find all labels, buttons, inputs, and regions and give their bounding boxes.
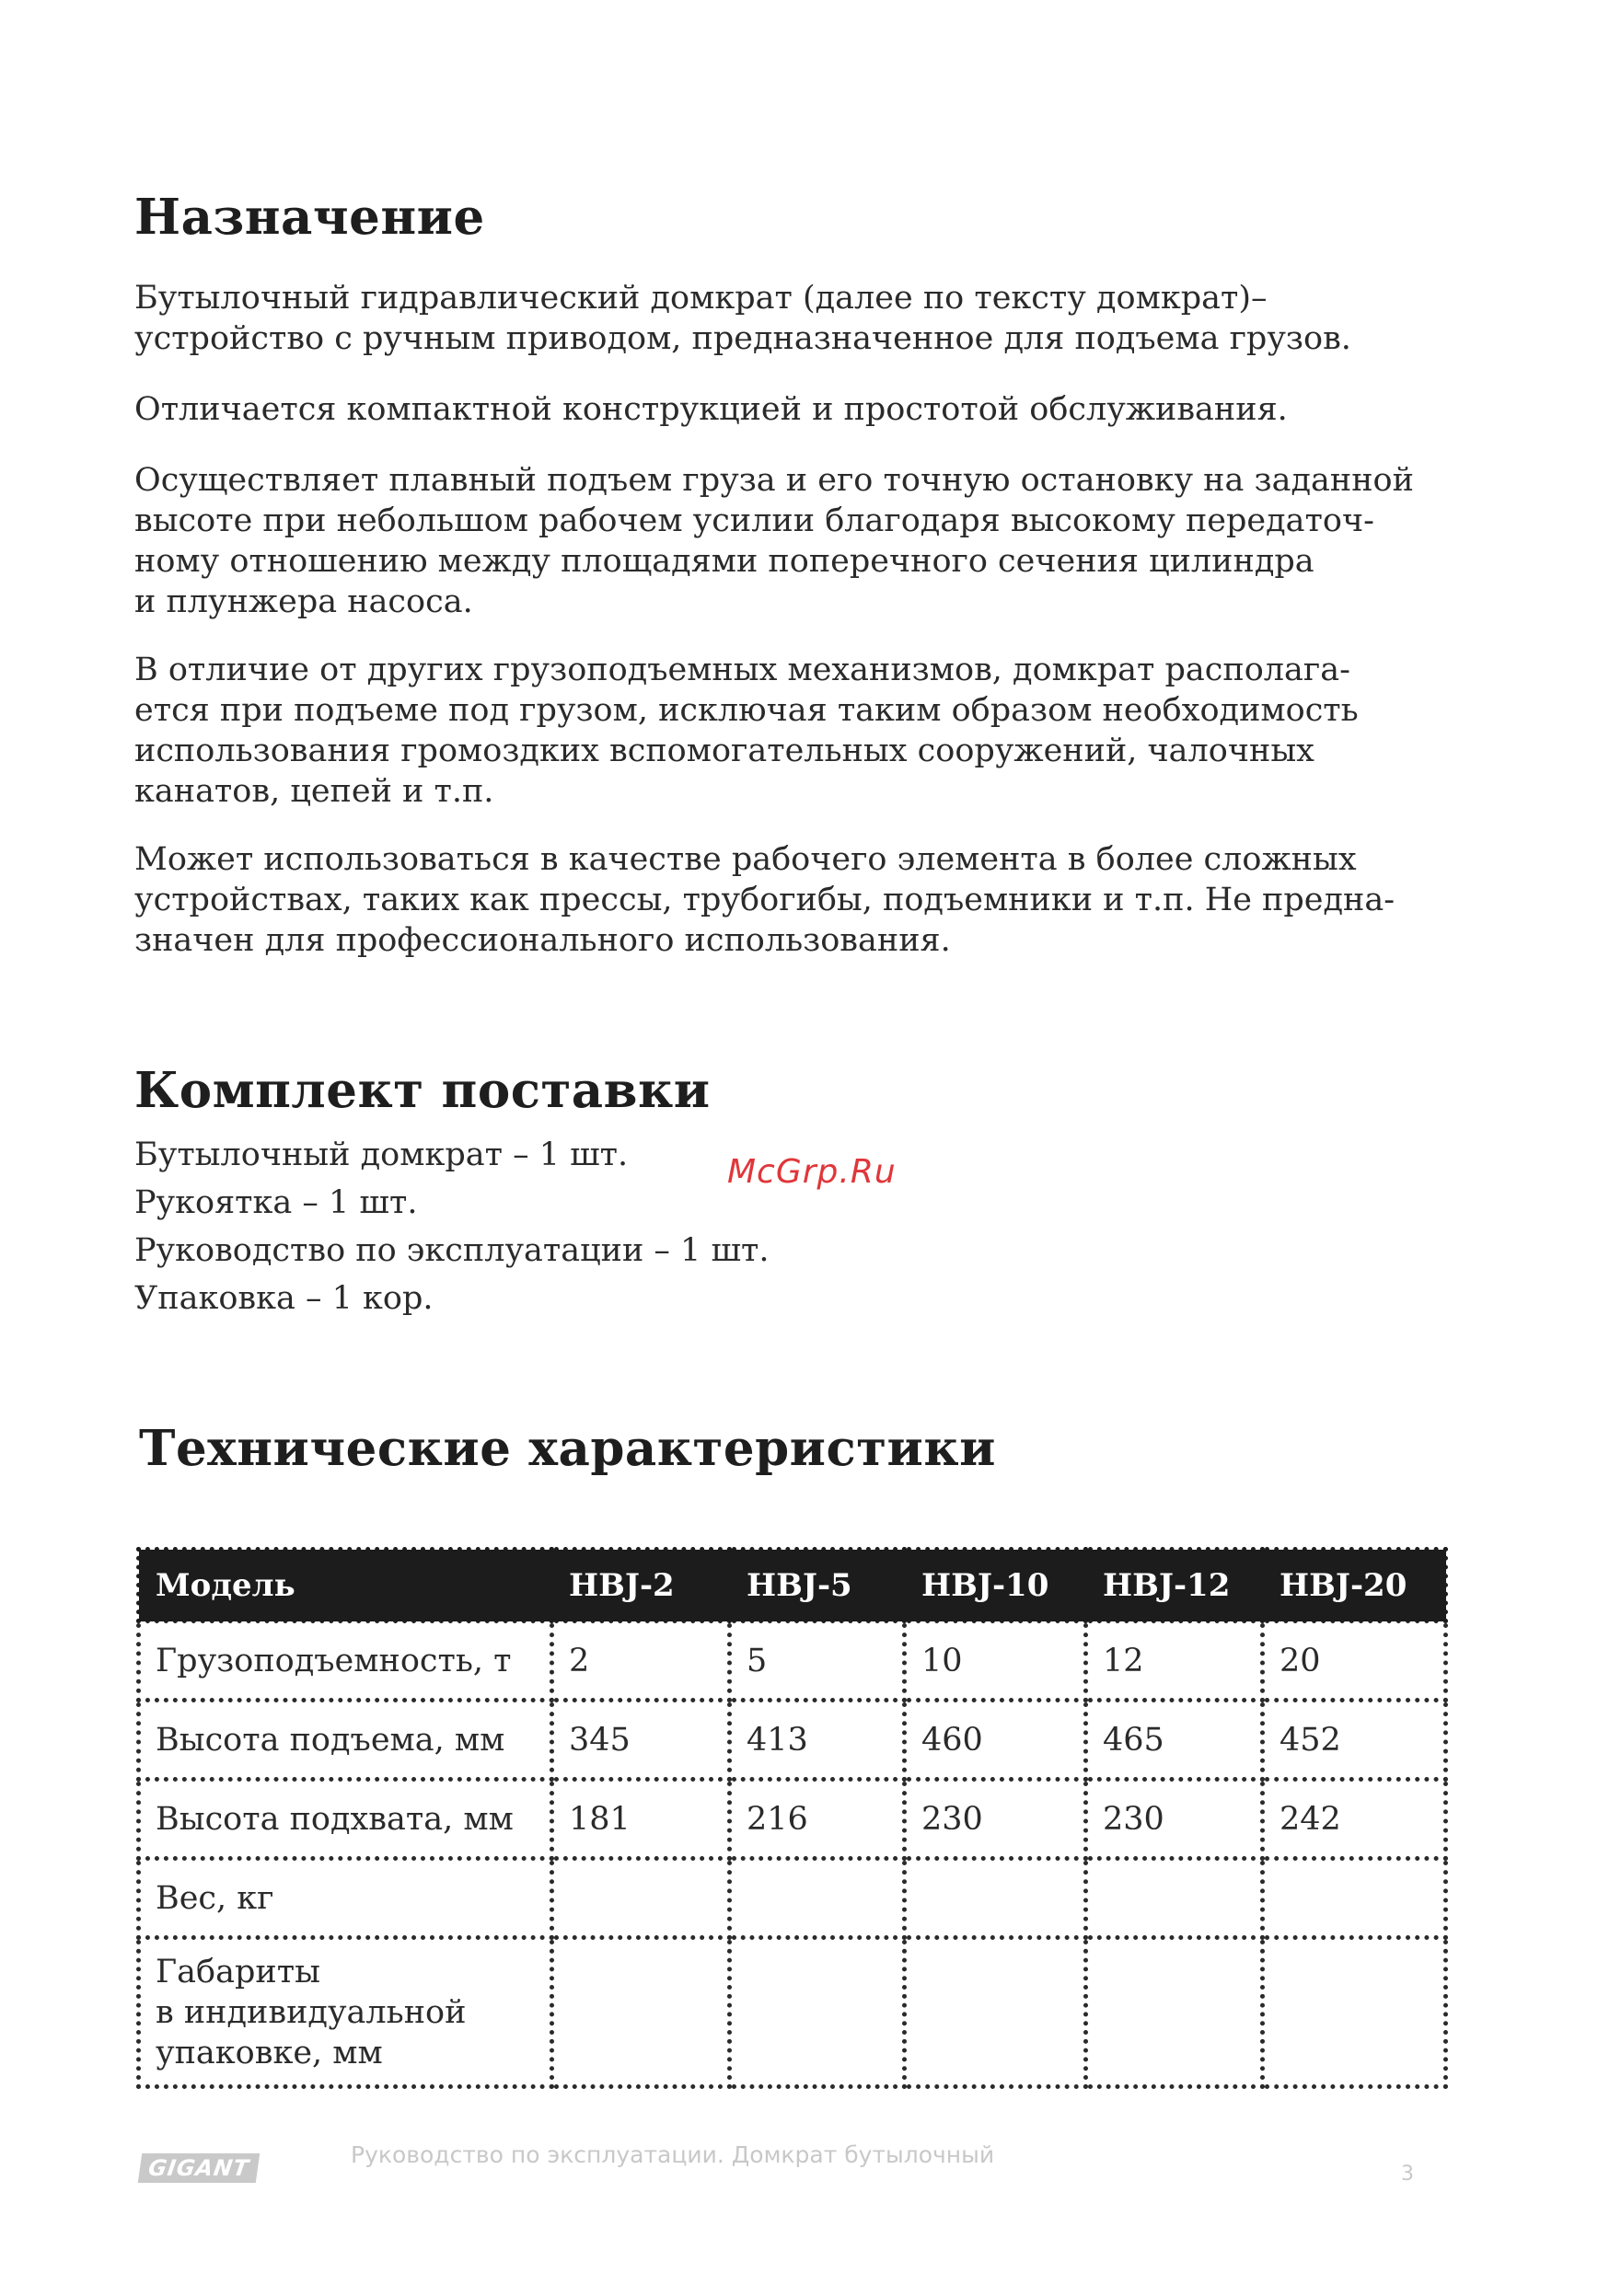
table-cell: 5 [730, 1621, 905, 1701]
table-header-row [139, 1550, 1446, 1621]
kit-item: Руководство по эксплуатации – 1 шт. [134, 1232, 770, 1269]
row-label: Высота подхвата, мм [139, 1780, 552, 1859]
text-line: ному отношению между площадями поперечного сечения цилиндра [134, 543, 1314, 580]
table-row [139, 1780, 1446, 1859]
footer-title: Руководство по эксплуатации. Домкрат бутылочный [351, 2141, 995, 2168]
table-cell [1263, 1938, 1446, 2087]
row-label: Грузоподъемность, т [139, 1621, 552, 1701]
text-line: Может использоваться в качестве рабочего элемента в более сложных [134, 841, 1357, 878]
column-header: HBJ-2 [552, 1550, 730, 1621]
text-line: устройствах, таких как прессы, трубогибы, подъемники и т.п. Не предна- [134, 882, 1395, 918]
table-cell: 452 [1263, 1701, 1446, 1780]
table-cell: 242 [1263, 1780, 1446, 1859]
text-line: ется при подъеме под грузом, исключая таким образом необходимость [134, 692, 1359, 729]
purpose-paragraph-5 [134, 839, 1442, 961]
column-header: HBJ-10 [905, 1550, 1086, 1621]
column-header: HBJ-20 [1263, 1550, 1446, 1621]
kit-item: Бутылочный домкрат – 1 шт. [134, 1136, 629, 1173]
table-cell [730, 1859, 905, 1938]
row-label: Высота подъема, мм [139, 1701, 552, 1780]
table-row [139, 1859, 1446, 1938]
table-cell: 20 [1263, 1621, 1446, 1701]
table-cell: 465 [1086, 1701, 1263, 1780]
table-cell: 181 [552, 1780, 730, 1859]
table-cell [1086, 1859, 1263, 1938]
text-line: В отличие от других грузоподъемных механизмов, домкрат располага- [134, 652, 1350, 688]
table-cell [1263, 1859, 1446, 1938]
purpose-paragraph-4 [134, 650, 1442, 812]
watermark-text: McGrp.Ru [727, 1153, 897, 1191]
purpose-paragraph-3 [134, 460, 1442, 622]
table-row [139, 1701, 1446, 1780]
brand-logo: GIGANT [138, 2153, 260, 2183]
kit-item: Рукоятка – 1 шт. [134, 1184, 418, 1221]
text-line: и плунжера насоса. [134, 583, 473, 620]
row-label-line: Габариты [156, 1953, 320, 1990]
row-label: Вес, кг [139, 1859, 552, 1938]
purpose-paragraph-1 [134, 278, 1442, 359]
table-cell [552, 1938, 730, 2087]
table-row [139, 1621, 1446, 1701]
text-line: Бутылочный гидравлический домкрат (далее по тексту домкрат)– [134, 280, 1268, 317]
table-cell: 2 [552, 1621, 730, 1701]
table-cell [1086, 1938, 1263, 2087]
kit-item: Упаковка – 1 кор. [134, 1280, 434, 1317]
table-cell: 12 [1086, 1621, 1263, 1701]
table-cell [730, 1938, 905, 2087]
page-number: 3 [1401, 2163, 1414, 2186]
purpose-paragraph-2 [134, 389, 1442, 430]
text-line: значен для профессионального использования. [134, 922, 951, 959]
text-line: высоте при небольшом рабочем усилии благодаря высокому передаточ- [134, 502, 1374, 539]
text-line: Осуществляет плавный подъем груза и его точную остановку на заданной [134, 462, 1414, 499]
column-header: HBJ-12 [1086, 1550, 1263, 1621]
text-line: использования громоздких вспомогательных сооружений, чалочных [134, 733, 1314, 769]
table-cell [905, 1859, 1086, 1938]
table-cell: 230 [1086, 1780, 1263, 1859]
text-line: канатов, цепей и т.п. [134, 773, 494, 810]
text-line: Отличается компактной конструкцией и простотой обслуживания. [134, 391, 1288, 428]
specs-heading: Технические характеристики [139, 1420, 996, 1477]
table-cell [552, 1859, 730, 1938]
table-cell: 216 [730, 1780, 905, 1859]
text-line: устройство с ручным приводом, предназначенное для подъема грузов. [134, 320, 1351, 357]
table-cell: 230 [905, 1780, 1086, 1859]
row-label-line: в индивидуальной [156, 1993, 467, 2031]
table-cell: 460 [905, 1701, 1086, 1780]
table-cell: 10 [905, 1621, 1086, 1701]
column-header: HBJ-5 [730, 1550, 905, 1621]
table-row [139, 1938, 1446, 2087]
row-label-line: упаковке, мм [156, 2034, 383, 2071]
table-cell: 413 [730, 1701, 905, 1780]
kit-heading: Комплект поставки [134, 1062, 711, 1119]
table-cell: 345 [552, 1701, 730, 1780]
purpose-heading: Назначение [134, 189, 485, 246]
table-cell [905, 1938, 1086, 2087]
specs-table [136, 1547, 1448, 2089]
row-label [139, 1938, 552, 2087]
column-header: Модель [139, 1550, 552, 1621]
